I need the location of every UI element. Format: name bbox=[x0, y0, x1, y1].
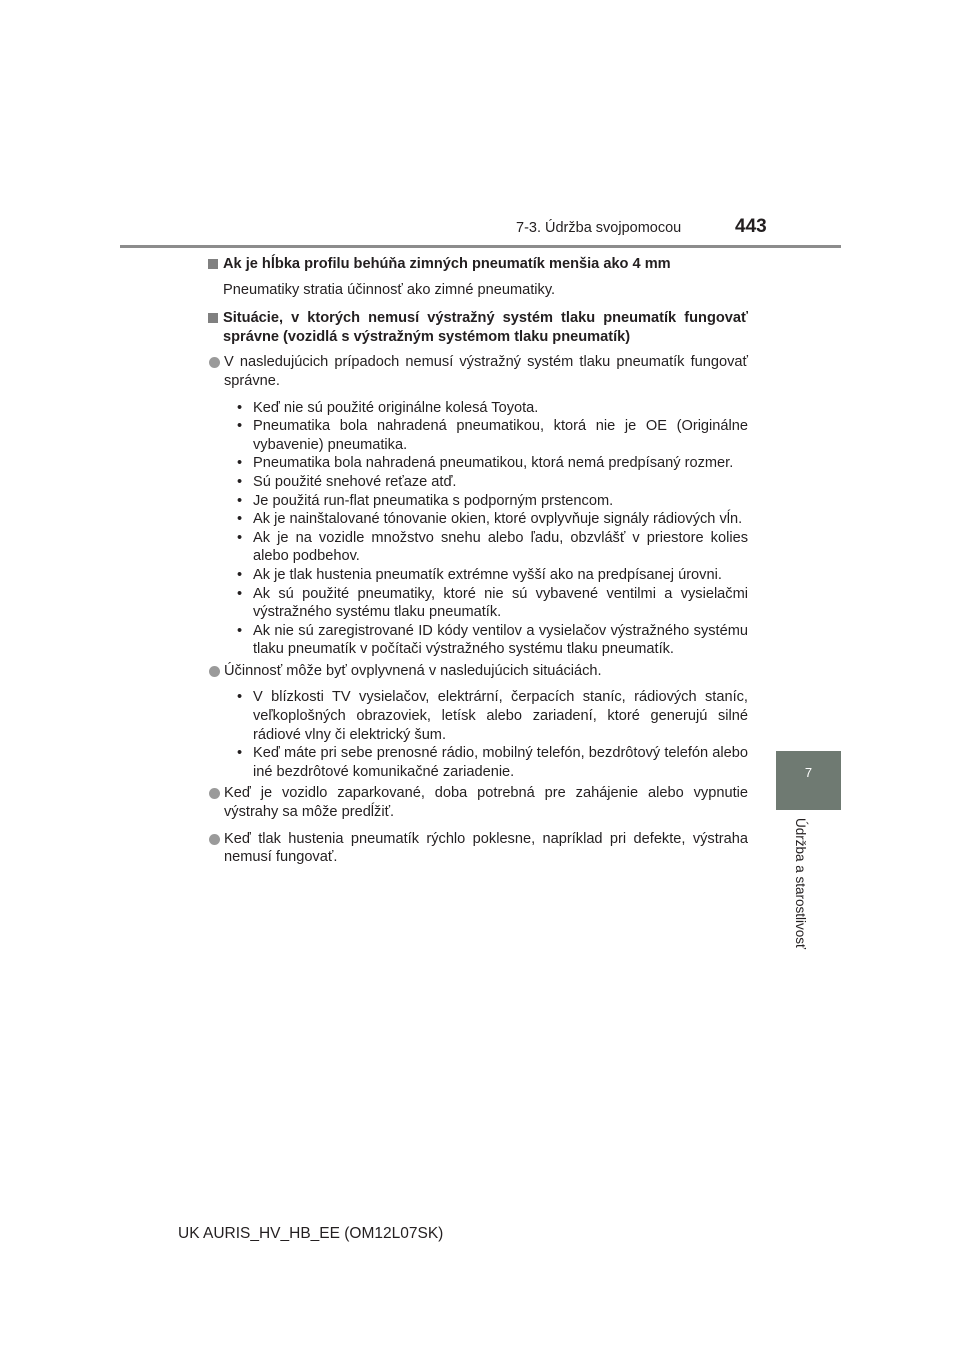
document-id: UK AURIS_HV_HB_EE (OM12L07SK) bbox=[178, 1225, 444, 1242]
dot-bullet-icon: • bbox=[237, 689, 243, 706]
list-item bbox=[237, 492, 748, 511]
paragraph: Pneumatiky stratia účinnosť ako zimné pneumatiky. bbox=[223, 281, 556, 298]
list-item-text: Keď nie sú použité originálne kolesá Toyota. bbox=[253, 399, 539, 416]
section-title: 7-3. Údržba svojpomocou bbox=[516, 220, 682, 236]
list-item bbox=[237, 454, 748, 473]
dot-bullet-icon: • bbox=[237, 399, 243, 416]
bullet-text: Keď je vozidlo zaparkované, doba potrebná pre zahájenie alebo vypnutie výstrahy sa môže predĺžiť. bbox=[224, 785, 748, 821]
list-item bbox=[237, 417, 748, 454]
dot-bullet-icon: • bbox=[237, 418, 243, 435]
list-item bbox=[237, 585, 748, 622]
list-item-text: Ak je nainštalované tónovanie okien, ktoré ovplyvňuje signály rádiových vĺn. bbox=[253, 511, 743, 528]
chapter-number: 7 bbox=[804, 765, 813, 780]
bullet-item bbox=[208, 353, 748, 390]
circle-bullet-icon bbox=[209, 834, 220, 845]
dot-bullet-icon: • bbox=[237, 745, 243, 762]
header-divider bbox=[120, 245, 841, 248]
list-item-text: Pneumatika bola nahradená pneumatikou, ktorá nemá predpísaný rozmer. bbox=[253, 455, 734, 472]
list-item bbox=[237, 473, 748, 492]
heading-text: Situácie, v ktorých nemusí výstražný systém tlaku pneumatík fungovať správne (vozidlá s výstražným systémom tlaku pneumatík) bbox=[223, 310, 748, 345]
circle-bullet-icon bbox=[209, 666, 220, 677]
list-item-text: Sú použité snehové reťaze atď. bbox=[253, 473, 457, 490]
circle-bullet-icon bbox=[209, 788, 220, 799]
list-item bbox=[237, 566, 748, 585]
section-heading bbox=[208, 309, 748, 346]
dot-bullet-icon: • bbox=[237, 492, 243, 509]
bullet-item bbox=[208, 662, 748, 681]
sub-list bbox=[208, 399, 748, 659]
dot-bullet-icon: • bbox=[237, 529, 243, 546]
sub-list bbox=[208, 688, 748, 781]
bullet-text: Keď tlak hustenia pneumatík rýchlo poklesne, napríklad pri defekte, výstraha nemusí fungovať. bbox=[224, 830, 748, 866]
list-item-text: Ak sú použité pneumatiky, ktoré nie sú vybavené ventilmi a vysielačmi výstražného systému tlaku pneumatík. bbox=[253, 585, 748, 621]
dot-bullet-icon: • bbox=[237, 622, 243, 639]
list-item bbox=[237, 622, 748, 659]
list-item-text: V blízkosti TV vysielačov, elektrární, čerpacích staníc, rádiových staníc, veľkoplošných obrazoviek, letísk alebo zariadení, ktoré generujú silné rádiové vlny či elektrický šum. bbox=[253, 689, 748, 743]
dot-bullet-icon: • bbox=[237, 455, 243, 472]
list-item bbox=[237, 688, 748, 744]
page-number: 443 bbox=[735, 216, 767, 237]
list-item bbox=[237, 744, 748, 781]
list-item-text: Ak je tlak hustenia pneumatík extrémne vyšší ako na predpísanej úrovni. bbox=[253, 566, 722, 583]
list-item bbox=[237, 510, 748, 529]
main-content bbox=[208, 255, 748, 875]
bullet-item bbox=[208, 784, 748, 821]
list-item bbox=[237, 399, 748, 418]
list-item-text: Keď máte pri sebe prenosné rádio, mobilný telefón, bezdrôtový telefón alebo iné bezdrôtové komunikačné zariadenie. bbox=[253, 745, 748, 780]
list-item bbox=[237, 529, 748, 566]
dot-bullet-icon: • bbox=[237, 473, 243, 490]
list-item-text: Ak je na vozidle množstvo snehu alebo ľadu, obzvlášť v priestore kolies alebo podbehov. bbox=[253, 529, 748, 565]
circle-bullet-icon bbox=[209, 357, 220, 368]
square-bullet-icon bbox=[208, 313, 218, 323]
section-heading bbox=[208, 255, 748, 274]
bullet-text: V nasledujúcich prípadoch nemusí výstražný systém tlaku pneumatík fungovať správne. bbox=[224, 354, 748, 389]
chapter-tab bbox=[776, 751, 841, 810]
dot-bullet-icon: • bbox=[237, 511, 243, 528]
dot-bullet-icon: • bbox=[237, 585, 243, 602]
square-bullet-icon bbox=[208, 259, 218, 269]
dot-bullet-icon: • bbox=[237, 566, 243, 583]
list-item-text: Je použitá run-flat pneumatika s podporným prstencom. bbox=[253, 492, 614, 509]
bullet-item bbox=[208, 830, 748, 867]
bullet-text: Účinnosť môže byť ovplyvnená v nasledujúcich situáciách. bbox=[224, 662, 602, 679]
chapter-label: Údržba a starostlivosť bbox=[793, 818, 808, 950]
heading-text: Ak je hĺbka profilu behúňa zimných pneumatík menšia ako 4 mm bbox=[223, 256, 671, 272]
list-item-text: Pneumatika bola nahradená pneumatikou, ktorá nie je OE (Originálne vybavenie) pneumatika. bbox=[253, 418, 748, 453]
list-item-text: Ak nie sú zaregistrované ID kódy ventilov a vysielačov výstražného systému tlaku pneumatík v počítači výstražného systému tlaku pneumatík. bbox=[253, 622, 748, 658]
